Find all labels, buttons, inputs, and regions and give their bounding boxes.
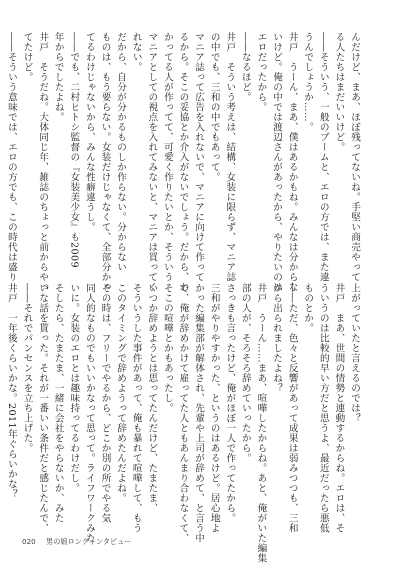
text-line: ――そういう意味では、エロの方でも、この時代は盛り xyxy=(5,32,17,282)
text-line: ――なるほど。 xyxy=(239,32,251,102)
page-number: 020 xyxy=(22,537,36,546)
text-line: 井戸 うーん……まあ、喧嘩したからね。あと、俺がいた編集 xyxy=(255,283,267,563)
page-footer xyxy=(22,537,131,547)
text-line: このタイミングで辞めようって辞めたんだよね。 xyxy=(115,283,127,503)
text-line: ――そういう、一般のブームと、エロの方では、また違 xyxy=(317,32,329,282)
running-title: 男の娘ロングインタビュー xyxy=(46,537,132,546)
text-line: 同人的なものでもいいかなって思って。ライフワークみた xyxy=(83,283,95,543)
text-line: さっきも言ったけど、俺がほぼ一人で作ってたから。 xyxy=(224,283,236,523)
text-line: だから、自分が分かるものしか作らない。分からない xyxy=(115,32,127,272)
text-line: マニア誌って広告を入れないで、マニアに向けて作って xyxy=(193,32,205,282)
text-line: 井戸 そういう考えは、結構、女装に限らず、マニア誌 xyxy=(224,32,236,282)
text-line: る人たちはまだいいけど。 xyxy=(333,32,345,152)
text-line: エロだったから。 xyxy=(255,32,267,112)
text-line: マニアとしての視点を入れてみないと、マニアは買ってく xyxy=(146,32,158,292)
text-line: 年からでしたよね。 xyxy=(52,32,64,122)
text-line: んだけど、まあ、ほぼ残ってないね。手堅い商売やって xyxy=(349,32,360,282)
text-line: れない。 xyxy=(130,32,142,72)
text-line: から出られましたよね？ xyxy=(271,283,283,393)
text-line: ――それでパンセンスを立ち上げた。 xyxy=(21,283,33,453)
text-line: ういうのは比較的早い方だと思うよ、最近だったら悪低 xyxy=(317,283,329,533)
text-line: かってる人が作ってて、可愛く作りたいとか、そういう xyxy=(161,32,173,282)
text-line: 井戸 そうだね。大体同じ年、雑誌のちょっと前からやっ xyxy=(37,32,49,292)
text-line: ――ただ、色々と反響があって成果は弱みつつも、三和 xyxy=(286,283,298,533)
text-line: るから。そこの妥協とか介入がないでしょう。だから、わ xyxy=(177,32,189,292)
text-line: いつか辞めようとは思ってたんだけど、たまたま、 xyxy=(146,283,158,513)
text-line: いな話を貰った。それが一番いい条件だと感じたんで、 xyxy=(37,283,49,533)
text-line: ものとか。 xyxy=(302,283,314,333)
text-line: かった編集部が解体され、先輩や上司が辞めて、と言う中 xyxy=(193,283,205,543)
text-line: いけど。俺の中では渡辺さんがあったから、やりたいのは xyxy=(271,32,283,292)
text-line: そしたら、たまたま、一緒に会社をやらないか、みた xyxy=(52,283,64,523)
text-line: てるわけじゃないから、みんな性癖違うし。 xyxy=(83,32,95,232)
text-line: の中でも、三和の中でもあって。 xyxy=(208,32,220,182)
text-line: で、俺が辞めかけて雇ってた人ともあんまり合わなくて、 xyxy=(177,283,189,543)
text-line: 井戸 まあ、世間の情勢と連動するからね。エロは、そ xyxy=(333,283,345,533)
text-line: てたけど。 xyxy=(21,32,33,82)
text-line: そこの喧嘩とかもあったし。 xyxy=(161,283,173,413)
text-line: 三和がやりやすかった、というのはあるけど。居心地よ xyxy=(208,283,220,533)
text-line: 井戸 一年後くらいかな。2011年ぐらいかな？ xyxy=(5,283,17,500)
text-line: うんでしょうか……。 xyxy=(302,32,314,132)
text-line: そういうした事件があって、俺も暴れて喧嘩して、もう xyxy=(130,283,142,533)
text-line: いに。女装のエロとは趣味持ってるわけだし。 xyxy=(68,283,80,493)
text-line: 井戸 うーん、まあ、僕はあるかもね。みんなは分からな xyxy=(286,32,298,292)
text-line: 部の人が、そろそろ辞めていったから。 xyxy=(239,283,251,463)
text-line: ものは、もう要らない。女装だけじゃなくて、全部分かっ xyxy=(99,32,111,292)
text-line: ――でも、二村ヒトシ監督の『女装美少女』も2009 xyxy=(68,32,80,269)
text-line: その時は、フリーでやるから、どこか別の所でやる気 xyxy=(99,283,111,523)
upper-text-column xyxy=(5,32,362,292)
text-line: 上がっていたと言えるのでは？ xyxy=(349,283,360,423)
